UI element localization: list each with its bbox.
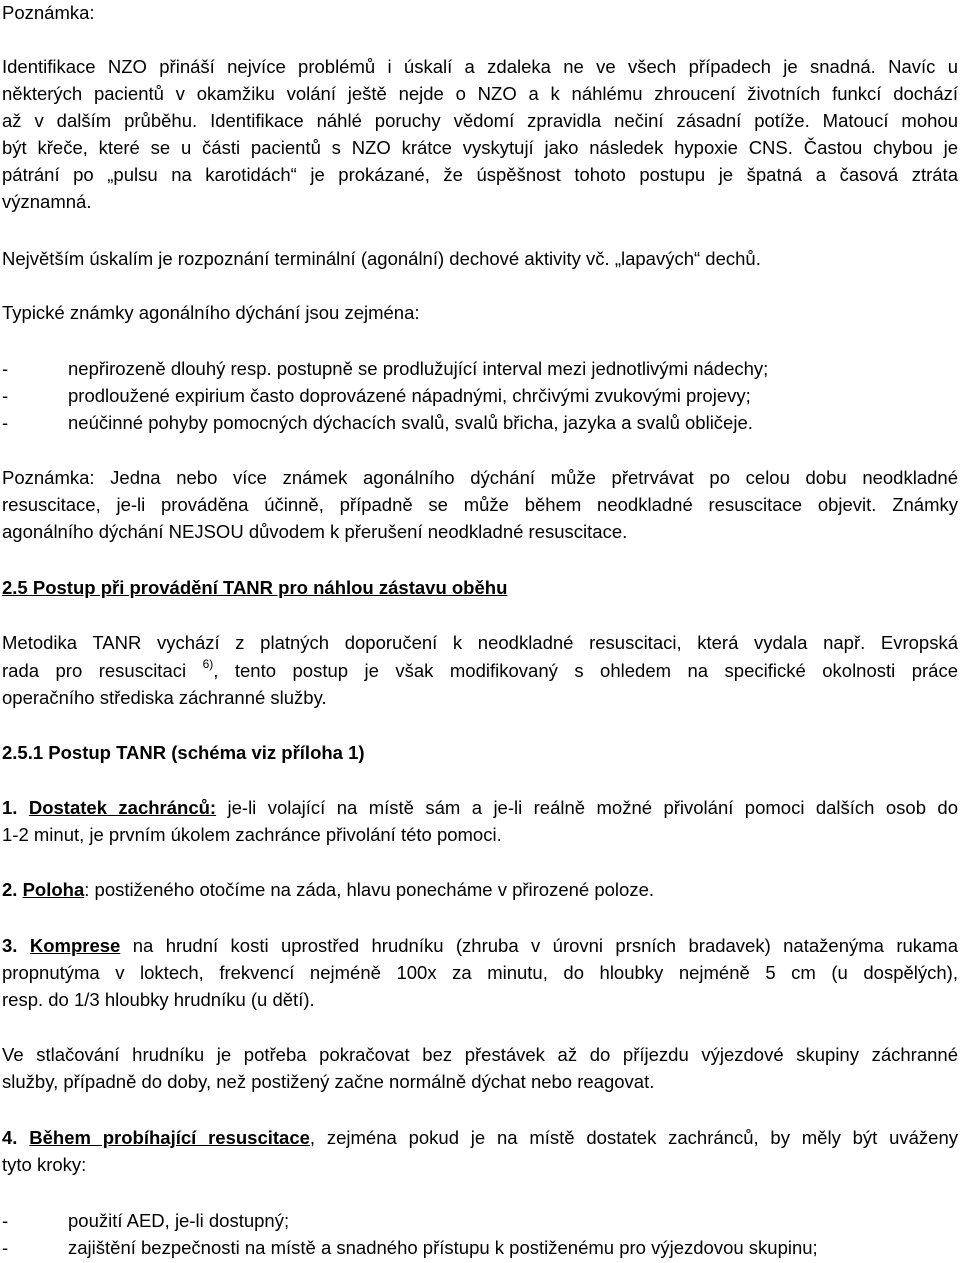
paragraph-line: 4. Během probíhající resuscitace, zejména pokud je na místě dostatek zachránců, by měly být uváženy (2, 1127, 959, 1148)
list-item: - zajištění bezpečnosti na místě a snadného přístupu k postiženému pro výjezdovou skupinu; (2, 1234, 958, 1261)
paragraph-line: resp. do 1/3 hloubky hrudníku (u dětí). (2, 989, 315, 1010)
paragraph-line: 3. Komprese na hrudní kosti uprostřed hrudníku (zhruba v úrovni prsních bradavek) nataženýma rukama (2, 935, 959, 956)
footnote-reference: 6) (202, 657, 214, 671)
paragraph-line: významná. (2, 191, 92, 212)
paragraph-line: Ve stlačování hrudníku je potřeba pokračovat bez přestávek až do příjezdu výjezdové skupiny záchranné (2, 1044, 958, 1065)
paragraph-line: Poznámka: Jedna nebo více známek agonálního dýchání může přetrvávat po celou dobu neodkladné (2, 467, 958, 488)
paragraph-line: resuscitace, je-li prováděna účinně, případně se může během neodkladné resuscitace objevit. Známky (2, 494, 958, 515)
paragraph-line: operačního střediska záchranné služby. (2, 687, 327, 708)
list-dash: - (2, 412, 9, 433)
paragraph-line: rada pro resuscitaci $^{6)}$, tento postup je však modifikovaný s ohledem na specifické okolnosti práce (2, 657, 959, 681)
agonal-signs-intro: Typické známky agonálního dýchání jsou zejména: (2, 302, 420, 323)
list-dash: - (2, 1210, 9, 1231)
section-heading-2-5-1: 2.5.1 Postup TANR (schéma viz příloha 1) (2, 742, 365, 763)
note-heading: Poznámka: (2, 2, 95, 23)
list-item: - prodloužené expirium často doprovázené nápadnými, chrčivými zvukovými projevy; (2, 382, 958, 409)
paragraph-line: až v dalším průběhu. Identifikace náhlé poruchy vědomí zpravidla nečiní zásadní potíže. Matoucí mohou (2, 110, 958, 131)
list-item: - neúčinné pohyby pomocných dýchacích svalů, svalů břicha, jazyka a svalů obličeje. (2, 409, 958, 436)
paragraph-line: služby, případně do doby, než postižený začne normálně dýchat nebo reagovat. (2, 1071, 655, 1092)
paragraph-line: propnutýma v loktech, frekvencí nejméně 100x za minutu, do hloubky nejméně 5 cm (u dospělých), (2, 962, 958, 983)
list-item: - nepřirozeně dlouhý resp. postupně se prodlužující interval mezi jednotlivými nádechy; (2, 355, 958, 382)
paragraph-line: 1-2 minut, je prvním úkolem zachránce přivolání této pomoci. (2, 824, 502, 845)
list-dash: - (2, 358, 9, 379)
paragraph-line: pátrání po „pulsu na karotidách“ je prokázané, že úspěšnost tohoto postupu je špatná a časová ztráta (2, 164, 958, 185)
list-dash: - (2, 385, 9, 406)
agonal-recognition-paragraph: Největším úskalím je rozpoznání terminální (agonální) dechové aktivity vč. „lapavých“ dechů. (2, 248, 761, 269)
list-dash: - (2, 1237, 9, 1258)
paragraph-line: tyto kroky: (2, 1154, 87, 1175)
paragraph-line: některých pacientů v okamžiku volání ještě nejde o NZO a k náhlému zhroucení životních funkcí dochází (2, 83, 958, 104)
paragraph-line: být křeče, které se u části pacientů s NZO krátce vyskytují jako následek hypoxie CNS. Častou chybou je (2, 137, 958, 158)
list-item: - použití AED, je-li dostupný; (2, 1207, 958, 1234)
paragraph-line: Metodika TANR vychází z platných doporučení k neodkladné resuscitaci, která vydala např. Evropská (2, 632, 958, 653)
paragraph-line: Identifikace NZO přináší nejvíce problémů i úskalí a zdaleka ne ve všech případech je snadná. Navíc u (2, 56, 958, 77)
paragraph-line: 1. Dostatek zachránců: je-li volající na místě sám a je-li reálně možné přivolání pomoci dalších osob do (2, 797, 958, 818)
section-heading-2-5: 2.5 Postup při provádění TANR pro náhlou zástavu oběhu (2, 577, 508, 598)
paragraph-line: agonálního dýchání NEJSOU důvodem k přerušení neodkladné resuscitace. (2, 521, 628, 542)
step-2: 2. Poloha: postiženého otočíme na záda, hlavu ponecháme v přirozené poloze. (2, 879, 655, 900)
